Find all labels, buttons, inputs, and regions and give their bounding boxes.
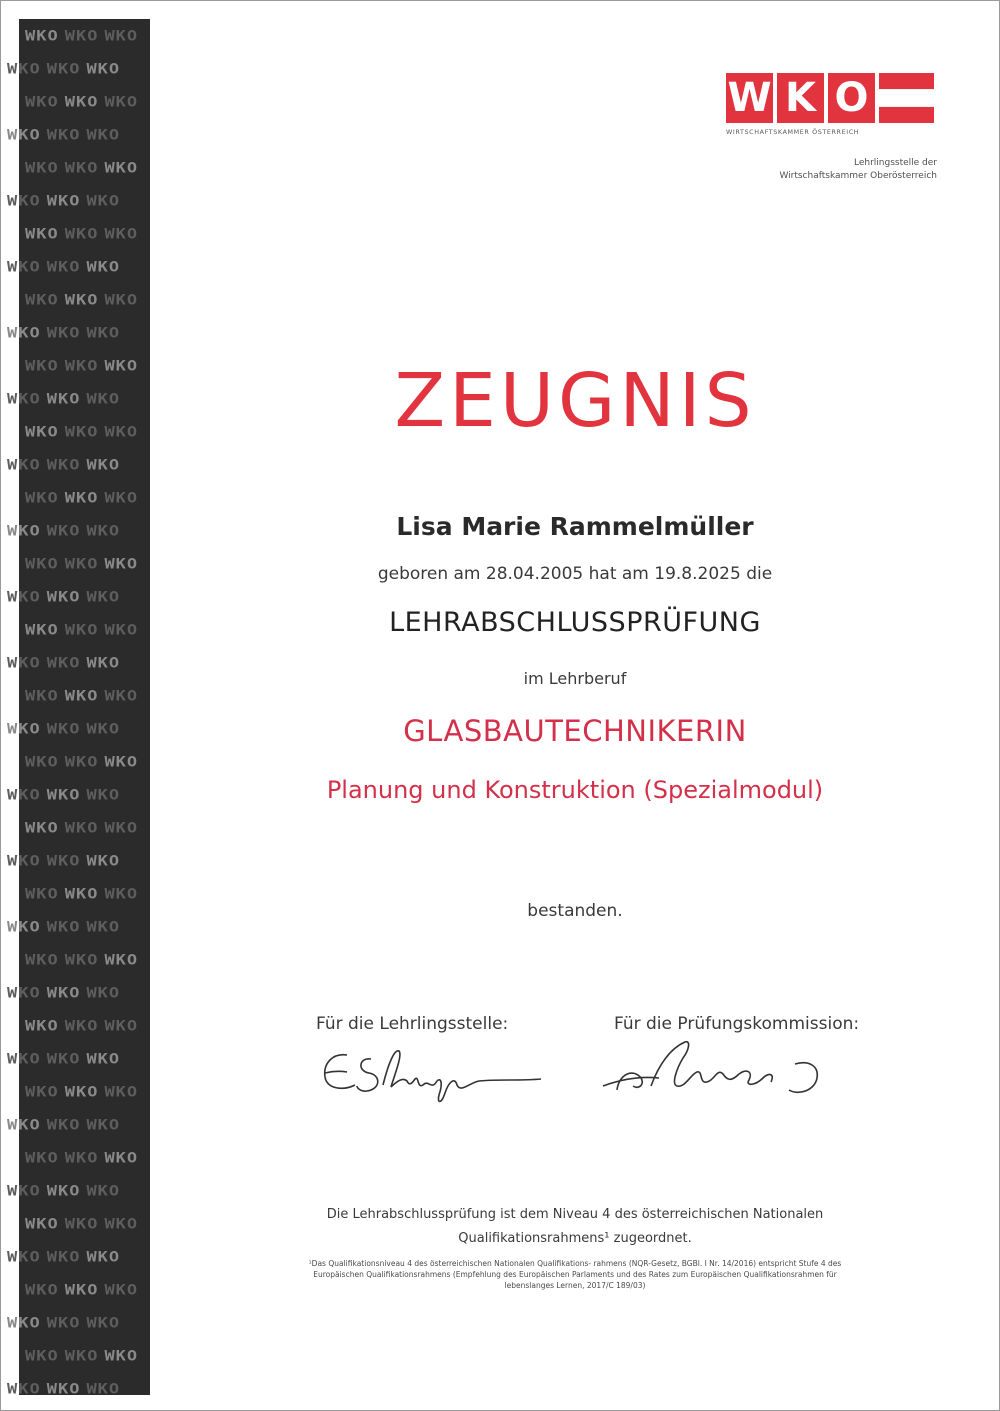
stripe-pattern-glyph: WKO bbox=[7, 588, 41, 605]
stripe-pattern-glyph: WKO bbox=[86, 324, 121, 341]
stripe-pattern-glyph: WKO bbox=[86, 1182, 121, 1199]
stripe-pattern-glyph: WKO bbox=[46, 852, 81, 869]
stripe-pattern-glyph: WKO bbox=[7, 522, 41, 539]
stripe-pattern-row bbox=[19, 877, 150, 910]
stripe-pattern-glyph: WKO bbox=[64, 159, 99, 176]
stripe-pattern-glyph: WKO bbox=[46, 456, 81, 473]
stripe-pattern-glyph: WKO bbox=[86, 522, 121, 539]
stripe-pattern-glyph: WKO bbox=[64, 951, 99, 968]
stripe-pattern-row bbox=[1, 712, 150, 745]
stripe-pattern-glyph: WKO bbox=[46, 126, 81, 143]
stripe-pattern-glyph: WKO bbox=[104, 159, 139, 176]
stripe-pattern-glyph: WKO bbox=[104, 93, 139, 110]
stripe-pattern-glyph: WKO bbox=[86, 1116, 121, 1133]
stripe-pattern-row bbox=[19, 283, 150, 316]
stripe-pattern-glyph: WKO bbox=[46, 918, 81, 935]
stripe-pattern-glyph: WKO bbox=[64, 1281, 99, 1298]
stripe-pattern-glyph: WKO bbox=[25, 753, 59, 770]
stripe-pattern-glyph: WKO bbox=[86, 192, 121, 209]
security-pattern-stripe bbox=[7, 19, 150, 1397]
stripe-pattern-glyph: WKO bbox=[25, 1149, 59, 1166]
stripe-pattern-glyph: WKO bbox=[104, 1083, 139, 1100]
stripe-pattern-glyph: WKO bbox=[86, 720, 121, 737]
stripe-pattern-glyph: WKO bbox=[46, 1380, 81, 1397]
birth-line: geboren am 28.04.2005 hat am 19.8.2025 die bbox=[377, 564, 773, 584]
stripe-pattern-glyph: WKO bbox=[25, 1215, 59, 1232]
stripe-pattern-glyph: WKO bbox=[64, 819, 99, 836]
stripe-pattern-glyph: WKO bbox=[104, 1215, 139, 1232]
stripe-pattern-glyph: WKO bbox=[64, 291, 99, 308]
stripe-pattern-row bbox=[19, 19, 150, 52]
stripe-pattern-glyph: WKO bbox=[46, 588, 81, 605]
stripe-pattern-glyph: WKO bbox=[25, 687, 59, 704]
stripe-pattern-glyph: WKO bbox=[104, 951, 139, 968]
stripe-pattern-glyph: WKO bbox=[104, 819, 139, 836]
stripe-pattern-glyph: WKO bbox=[86, 1380, 121, 1397]
stripe-pattern-glyph: WKO bbox=[46, 720, 81, 737]
stripe-pattern-glyph: WKO bbox=[7, 1116, 41, 1133]
stripe-pattern-glyph: WKO bbox=[25, 1083, 59, 1100]
stripe-pattern-row bbox=[19, 1273, 150, 1306]
stripe-pattern-glyph: WKO bbox=[46, 1050, 81, 1067]
stripe-pattern-row bbox=[1, 382, 150, 415]
logo-letter-o: O bbox=[828, 73, 875, 123]
stripe-pattern-glyph: WKO bbox=[46, 654, 81, 671]
stripe-pattern-glyph: WKO bbox=[7, 852, 41, 869]
stripe-pattern-row bbox=[1, 910, 150, 943]
stripe-pattern-row bbox=[1, 184, 150, 217]
stripe-pattern-row bbox=[19, 85, 150, 118]
stripe-pattern-glyph: WKO bbox=[104, 489, 139, 506]
stripe-pattern-glyph: WKO bbox=[46, 786, 81, 803]
stripe-pattern-glyph: WKO bbox=[7, 720, 41, 737]
stripe-pattern-row bbox=[1, 514, 150, 547]
stripe-pattern-glyph: WKO bbox=[64, 1149, 99, 1166]
stripe-pattern-row bbox=[19, 943, 150, 976]
stripe-pattern-glyph: WKO bbox=[64, 1083, 99, 1100]
stripe-pattern-glyph: WKO bbox=[64, 357, 99, 374]
stripe-pattern-glyph: WKO bbox=[104, 225, 139, 242]
nqr-note-line-1: Die Lehrabschlussprüfung ist dem Niveau 4 des österreichischen Nationalen bbox=[326, 1207, 824, 1222]
stripe-pattern-glyph: WKO bbox=[86, 588, 121, 605]
stripe-pattern-row bbox=[19, 811, 150, 844]
stripe-pattern-glyph: WKO bbox=[25, 951, 59, 968]
stripe-pattern-row bbox=[1, 1240, 150, 1273]
stripe-pattern-glyph: WKO bbox=[86, 918, 121, 935]
stripe-pattern-glyph: WKO bbox=[104, 1347, 139, 1364]
stripe-pattern-glyph: WKO bbox=[86, 654, 121, 671]
stripe-pattern-glyph: WKO bbox=[7, 126, 41, 143]
stripe-pattern-glyph: WKO bbox=[7, 1248, 41, 1265]
stripe-pattern-glyph: WKO bbox=[104, 621, 139, 638]
stripe-pattern-glyph: WKO bbox=[64, 753, 99, 770]
stripe-pattern-row bbox=[1, 646, 150, 679]
stripe-pattern-row bbox=[19, 1009, 150, 1042]
stripe-pattern-glyph: WKO bbox=[46, 1314, 81, 1331]
stripe-pattern-glyph: WKO bbox=[64, 687, 99, 704]
stripe-pattern-glyph: WKO bbox=[86, 1314, 121, 1331]
issuer-line-1: Lehrlingsstelle der bbox=[853, 158, 937, 168]
stripe-pattern-glyph: WKO bbox=[25, 819, 59, 836]
stripe-pattern-glyph: WKO bbox=[25, 291, 59, 308]
stripe-pattern-row bbox=[1, 52, 150, 85]
stripe-pattern-glyph: WKO bbox=[7, 918, 41, 935]
stripe-pattern-glyph: WKO bbox=[104, 423, 139, 440]
stripe-pattern-glyph: WKO bbox=[25, 885, 59, 902]
stripe-pattern-glyph: WKO bbox=[46, 984, 81, 1001]
stripe-pattern-glyph: WKO bbox=[7, 390, 41, 407]
stripe-pattern-row bbox=[19, 1339, 150, 1372]
stripe-pattern-glyph: WKO bbox=[64, 885, 99, 902]
stripe-pattern-glyph: WKO bbox=[64, 93, 99, 110]
stripe-pattern-glyph: WKO bbox=[46, 324, 81, 341]
stripe-pattern-glyph: WKO bbox=[86, 786, 121, 803]
stripe-pattern-glyph: WKO bbox=[86, 258, 121, 275]
stripe-pattern-glyph: WKO bbox=[64, 555, 99, 572]
stripe-pattern-row bbox=[1, 1108, 150, 1141]
module-title: Planung und Konstruktion (Spezialmodul) bbox=[326, 776, 824, 804]
stripe-pattern-row bbox=[1, 250, 150, 283]
stripe-pattern-glyph: WKO bbox=[7, 1182, 41, 1199]
stripe-pattern-glyph: WKO bbox=[46, 1116, 81, 1133]
stripe-pattern-row bbox=[19, 679, 150, 712]
stripe-pattern-row bbox=[1, 1174, 150, 1207]
stripe-pattern-row bbox=[19, 1075, 150, 1108]
stripe-pattern-glyph: WKO bbox=[64, 489, 99, 506]
stripe-pattern-row bbox=[1, 118, 150, 151]
stripe-pattern-row bbox=[19, 151, 150, 184]
stripe-pattern-glyph: WKO bbox=[104, 885, 139, 902]
stripe-pattern-glyph: WKO bbox=[104, 291, 139, 308]
stripe-pattern-glyph: WKO bbox=[25, 357, 59, 374]
stripe-pattern-glyph: WKO bbox=[104, 1017, 139, 1034]
nqr-note bbox=[151, 1203, 999, 1251]
stripe-pattern-glyph: WKO bbox=[64, 621, 99, 638]
stripe-pattern-glyph: WKO bbox=[86, 1248, 121, 1265]
stripe-pattern-glyph: WKO bbox=[25, 555, 59, 572]
stripe-pattern-glyph: WKO bbox=[46, 1182, 81, 1199]
stripe-pattern-glyph: WKO bbox=[64, 423, 99, 440]
austrian-flag-icon bbox=[879, 73, 934, 123]
stripe-pattern-glyph: WKO bbox=[104, 687, 139, 704]
stripe-pattern-glyph: WKO bbox=[25, 423, 59, 440]
stripe-pattern-row bbox=[19, 547, 150, 580]
stripe-pattern-row bbox=[19, 1141, 150, 1174]
stripe-pattern-glyph: WKO bbox=[46, 1248, 81, 1265]
logo-letter-w: W bbox=[727, 75, 772, 121]
stripe-pattern-glyph: WKO bbox=[25, 621, 59, 638]
stripe-pattern-row bbox=[1, 1042, 150, 1075]
stripe-pattern-glyph: WKO bbox=[25, 1017, 59, 1034]
stripe-pattern-glyph: WKO bbox=[7, 1380, 41, 1397]
stripe-pattern-row bbox=[19, 415, 150, 448]
stripe-pattern-row bbox=[19, 217, 150, 250]
stripe-pattern-glyph: WKO bbox=[25, 225, 59, 242]
signature-label-exam-commission: Für die Prüfungskommission: bbox=[614, 1014, 860, 1034]
stripe-pattern-row bbox=[19, 349, 150, 382]
stripe-pattern-glyph: WKO bbox=[86, 60, 121, 77]
stripe-pattern-row bbox=[1, 1372, 150, 1405]
stripe-pattern-glyph: WKO bbox=[25, 489, 59, 506]
stripe-pattern-glyph: WKO bbox=[86, 456, 121, 473]
signature-label-apprenticeship-office: Für die Lehrlingsstelle: bbox=[316, 1014, 509, 1034]
stripe-pattern-glyph: WKO bbox=[86, 852, 121, 869]
exam-result: bestanden. bbox=[527, 901, 623, 921]
stripe-pattern-row bbox=[1, 976, 150, 1009]
stripe-pattern-glyph: WKO bbox=[104, 357, 139, 374]
stripe-pattern-glyph: WKO bbox=[7, 456, 41, 473]
stripe-pattern-row bbox=[1, 448, 150, 481]
stripe-pattern-row bbox=[1, 580, 150, 613]
stripe-pattern-glyph: WKO bbox=[104, 1281, 139, 1298]
document-title: ZEUGNIS bbox=[394, 358, 756, 444]
stripe-pattern-row bbox=[19, 613, 150, 646]
exam-name: LEHRABSCHLUSSPRÜFUNG bbox=[389, 607, 761, 638]
nqr-footnote: ¹Das Qualifikationsniveau 4 des österreichischen Nationalen Qualifikations- rahmens (NQR-Gesetz, BGBl. I Nr. 14/2016) entspricht Stufe 4 des Europäischen Qualifikationsrahmens (Empfehlung des Europäischen Parlaments und des Rates zum Europäischen Qualifikationsrahmen für lebenslanges Lernen, 2017/C 189/03) bbox=[308, 1259, 842, 1290]
stripe-pattern-row bbox=[1, 316, 150, 349]
stripe-pattern-glyph: WKO bbox=[86, 984, 121, 1001]
stripe-pattern-glyph: WKO bbox=[86, 390, 121, 407]
stripe-pattern-row bbox=[1, 778, 150, 811]
issuer-line-2: Wirtschaftskammer Oberösterreich bbox=[779, 171, 937, 181]
stripe-pattern-row bbox=[19, 745, 150, 778]
stripe-pattern-glyph: WKO bbox=[25, 93, 59, 110]
stripe-pattern-glyph: WKO bbox=[7, 654, 41, 671]
stripe-pattern-row bbox=[1, 1306, 150, 1339]
stripe-pattern-glyph: WKO bbox=[46, 258, 81, 275]
stripe-pattern-glyph: WKO bbox=[64, 27, 99, 44]
stripe-pattern-glyph: WKO bbox=[7, 258, 41, 275]
stripe-pattern-row bbox=[19, 481, 150, 514]
stripe-pattern-glyph: WKO bbox=[25, 27, 59, 44]
stripe-pattern-glyph: WKO bbox=[25, 1347, 59, 1364]
stripe-pattern-glyph: WKO bbox=[104, 27, 139, 44]
stripe-pattern-glyph: WKO bbox=[25, 1281, 59, 1298]
stripe-pattern-glyph: WKO bbox=[46, 390, 81, 407]
signature-apprenticeship-office bbox=[319, 1041, 544, 1111]
stripe-pattern-glyph: WKO bbox=[46, 192, 81, 209]
wko-logo bbox=[726, 73, 938, 136]
stripe-pattern-glyph: WKO bbox=[64, 225, 99, 242]
stripe-pattern-glyph: WKO bbox=[64, 1017, 99, 1034]
stripe-pattern-glyph: WKO bbox=[104, 753, 139, 770]
stripe-pattern-glyph: WKO bbox=[7, 60, 41, 77]
stripe-pattern-glyph: WKO bbox=[64, 1215, 99, 1232]
logo-letter-k: K bbox=[777, 73, 824, 123]
issuer-block bbox=[779, 157, 937, 183]
stripe-pattern-glyph: WKO bbox=[104, 555, 139, 572]
signature-exam-commission bbox=[599, 1034, 834, 1106]
stripe-pattern-glyph: WKO bbox=[64, 1347, 99, 1364]
stripe-pattern-glyph: WKO bbox=[46, 60, 81, 77]
in-profession-label: im Lehrberuf bbox=[523, 669, 627, 688]
stripe-pattern-glyph: WKO bbox=[7, 1314, 41, 1331]
stripe-pattern-glyph: WKO bbox=[7, 984, 41, 1001]
stripe-pattern-glyph: WKO bbox=[86, 126, 121, 143]
stripe-pattern-glyph: WKO bbox=[25, 159, 59, 176]
stripe-pattern-glyph: WKO bbox=[7, 192, 41, 209]
recipient-name: Lisa Marie Rammelmüller bbox=[396, 512, 754, 541]
logo-subtitle: WIRTSCHAFTSKAMMER ÖSTERREICH bbox=[726, 128, 860, 136]
stripe-pattern-row bbox=[1, 844, 150, 877]
profession-title: GLASBAUTECHNIKERIN bbox=[403, 714, 747, 748]
stripe-pattern-glyph: WKO bbox=[46, 522, 81, 539]
stripe-pattern-glyph: WKO bbox=[7, 324, 41, 341]
stripe-pattern-glyph: WKO bbox=[104, 1149, 139, 1166]
stripe-pattern-glyph: WKO bbox=[7, 1050, 41, 1067]
stripe-pattern-glyph: WKO bbox=[86, 1050, 121, 1067]
nqr-note-line-2: Qualifikationsrahmens¹ zugeordnet. bbox=[458, 1231, 692, 1246]
stripe-pattern-glyph: WKO bbox=[7, 786, 41, 803]
stripe-pattern-row bbox=[19, 1207, 150, 1240]
